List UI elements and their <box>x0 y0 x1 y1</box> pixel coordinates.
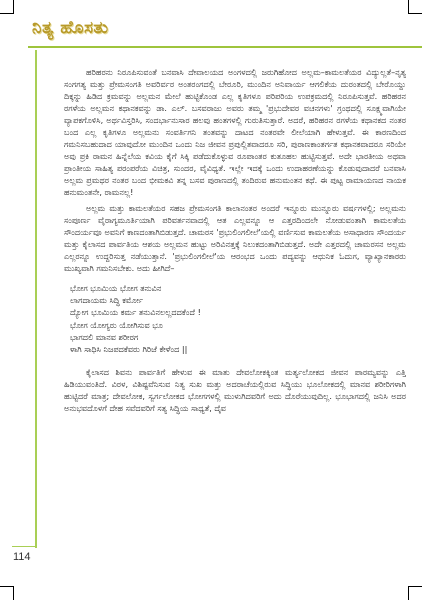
verse-line: ಳಾಗಿ ಸಾಧಿಸಿ ನಿಜಪದಕೆವರು ಗಿರಿಜೆ ಕೇಳೆಂದ || <box>70 344 188 355</box>
page-number: 114 <box>13 551 31 563</box>
page-number-rule <box>12 546 36 547</box>
verse-line: ಭೋಗ ಯೋಗ್ಯರು ಯೋಗಿಸುವ ಭೂ <box>70 319 163 330</box>
verse-line: ದ್ಯೋಗ ಭೂಮಿಯ ಕರ್ಮ ತನುವಿನಲಲ್ಲದದಕೆಂದೆ ! <box>70 307 201 318</box>
crop-mark <box>408 586 409 600</box>
crop-mark <box>408 586 422 587</box>
paragraph: ಅಲ್ಲಮ ಮತ್ತು ಕಾಮಲತೆಯರ ಸಹಜ ಪ್ರೇಮಸಂಗತಿ ಕಾಲಾನಂತರ ಅಂದರೆ ಇನ್ನೂರು ಮುನ್ನೂರು ವರ್ಷಗಳಲ್ಲಿ; ಅಲ್ಲಮನು ಸಂಪೂರ್ಣ ವೈರಾಗ್ಯಮೂರ್ತಿಯಾಗಿ ಪರಿವರ್ತನವಾದಲ್ಲಿ ಆತ ಎಲ್ಲವನ್ನೂ ಆ ಎತ್ತರದಿಂದಲೇ ನೋಡುವಂತಾಗಿ ಕಾಮಲತೆಯ ಸೌಂದರ್ಯವೂ ಅವನಿಗೆ ಕಾಣದಂತಾಗಿಬಿಡುತ್ತದೆ. ಚಾಮರಸ 'ಪ್ರಭುಲಿಂಗಲೀಲೆ'ಯಲ್ಲಿ ವರ್ಣಿಸುವ ಕಾಮಲತೆಯ ಅಸಾಧಾರಣ ಸೌಂದರ್ಯ ಮತ್ತು ಕೈಲಾಸದ ಪಾರ್ವತಿಯ ಆಶಯ ಅಲ್ಲಮನ ಹುಟ್ಟು ಅರಿವಿನತ್ತಕ್ಕೆ ನಿಲುಕದಂತಾಗಿಬಿಡುತ್ತದೆ. ಅದೇ ಎತ್ತರದಲ್ಲಿ ಚಾಮರಸನ ಅಲ್ಲಮ ಎಲ್ಲರನ್ನೂ ಉದ್ದರಿಸುತ್ತ ನಡೆಯುತ್ತಾನೆ. 'ಪ್ರಭುಲಿಂಗಲೀಲೆ'ಯ ಆರಂಭದ ಒಂದು ಪದ್ಯವನ್ನು ಆಧುನಿಕ ಓದುಗ, ವ್ಯಾಖ್ಯಾನಕಾರರು ಮುಖ್ಯವಾಗಿ ಗಮನಿಸಬೇಕು. ಅದು ಹೀಗಿದೆ– <box>64 202 406 273</box>
page-header <box>0 0 422 50</box>
verse-line: ಲಾಗದಾಯಮ ಸಿದ್ಧಿ ಕರ್ಮೋ <box>70 295 144 306</box>
running-title: ನಿತ್ಯ ಹೊಸತು <box>32 18 109 38</box>
paragraph: ಕೈಲಾಸದ ಶಿವನು ಪಾರ್ವತಿಗೆ ಹೇಳುವ ಈ ಮಾತು ದೇವಲೋಕಕ್ಕಿಂತ ಮರ್ತ್ಯಲೋಕದ ಜೀವನ ಪಾರಮ್ಯವನ್ನು ಎತ್ತಿ ಹಿಡಿಯುವಂತಿದೆ. ವಿರಳ, ವಿಶಿಷ್ಟವೆನಿಸುವ ನಿತ್ಯ ಸುಖ ಮತ್ತು ಅದರಾಚೆಯಲ್ಲಿರುವ ಸಿದ್ಧಿಯು ಭೂಲೋಕದಲ್ಲಿ ಮಾನವ ಶರೀರಿಗಳಾಗಿ ಹುಟ್ಟಿದರೆ ಮಾತ್ರ; ದೇವಲೋಕ, ಸ್ವರ್ಗಲೋಕದ ಭೋಗಗಳಲ್ಲಿ ಮುಳುಗಿದವರಿಗೆ ಅದು ದೊರೆಯುವುದಿಲ್ಲ. ಭೂಭಾಗದಲ್ಲಿ ಜನಿಸಿ ಅದರ ಅನುಭವದೊಳಗೆ ದೇಹ ಸವೆದವರಿಗೆ ಸತ್ಯ ಸಿದ್ಧಿಯ ಸಾಧ್ಯತೆ, ದೈವ <box>64 366 406 413</box>
verse-line: ಭೋಗ ಭೂಮಿಯ ಭೋಗ ತನುವಿನ <box>70 282 162 293</box>
verse-block <box>70 282 406 356</box>
body-text <box>64 66 406 586</box>
crop-mark <box>13 586 14 600</box>
paragraph: ಹರಿಹರನು ನಿರೂಪಿಸುವಂತೆ ಬನವಾಸಿ ದೇವಾಲಯದ ಅಂಗಳದಲ್ಲಿ ಜರುಗಿಹೋದ ಅಲ್ಲಮ–ಕಾಮಲತೆಯರ ವಿದ್ಯುಲ್ಲತೆ–ನೃತ್ಯ ಸಂಗಗತ್ಯ ಮತ್ತು ಪ್ರೇಮಸಂಗತಿ ಅವರಿರ್ವರ ಅಂತರಂಗದಲ್ಲಿ ಬೇರೂರಿ, ಮುಂದಿನ ಅನಿವಾರ್ಯ ಆಗಲಿಕೆಯ ದುರಂತದಲ್ಲಿ ಬೇರೊಯ್ದು ದಿಕ್ಕನ್ನು ಹಿಡಿದ ಕ್ರಮವನ್ನು ಅಲ್ಲಮನ ಮೇಲೆ ಹುಟ್ಟಿಕೊಂಡ ಎಲ್ಲ ಕೃತಿಗಳೂ ಪರಿಪರಿಯ ಉಪಕ್ರಮದಲ್ಲಿ ನಿರೂಪಿಸುತ್ತವೆ. ಹರಿಹರನ ರಗಳೆಯ ಅಲ್ಲಮನ ಕಥಾನಕವನ್ನು ಡಾ. ಎಲ್. ಬಸವರಾಜು ಅವರು ತಮ್ಮ 'ಪ್ರಭುದೇವರ ವಚನಗಳು' ಗ್ರಂಥದಲ್ಲಿ ಸೂಕ್ಷ್ಮವಾಗಿಯೇ ವ್ಯಾಪಕಗೊಳಿಸಿ, ಅರ್ಥವಿಸ್ತರಿಸಿ, ಸಂದರ್ಭಾನುಸಾರ ಹಲವು ಹಂತಗಳಲ್ಲಿ ಗುರುತಿಸುತ್ತಾರೆ. ಅದರೆ, ಹರಿಹರನ ರಗಳೆಯ ಕಥಾನಕದ ನಂತರ ಬಂದ ಎಲ್ಲ ಕೃತಿಗಳೂ ಅಲ್ಲಮನು ಸಂವರ್ತಿಗನಿ ತಂತವನ್ನು ದಾಟದ ನಂತರವೇ ಲೀಲೆಯಾಗಿ ಹೇಳುತ್ತವೆ. ಈ ಕಾರಣದಿಂದ ಗಮನಿಸಬಹುದಾದ ಯಾವುದೋ ಮುಂದಿನ ಒಂದು ನಿಜ ಜೀವನ ಪ್ರಪುಲ್ಲಿತವಾದರೂ ಸರಿ, ಪುರಾಣಕಾಂತರ್ಗತ ಕಥಾನಕವಾದರೂ ಸರಿಯೇ ಅವು ಪ್ರಕಿ ರಾಮನ ಹಿನ್ನೆಲೆಯ ಕವಿಯ ಕೈಗೆ ಸಿಕ್ಕಿ ಪಡೆದುಕೊಳ್ಳುವ ರೂಪಾಂತರ ಕುತೂಹಲ ಹುಟ್ಟಿಸುತ್ತವೆ. ಅದೇ ಭಾರತೀಯ ಅಥವಾ ಪ್ರಾಂತೀಯ ಸಾಹಿತ್ಯ ಪರಂಪರೆಯ ವಿಚಿತ್ರ, ಸುಂದರ, ವೈವಿಧ್ಯತೆ. ಇಲ್ಲೇ ಇದಕ್ಕೆ ಒಂದು ಉದಾಹರಣೆಯನ್ನು ಕೊಡುವುದಾದರೆ ಬನವಾಸಿ ಅಲ್ಲಮ ಪ್ರಮಥರ ನಂತರ ಬಂದ ಭೀಮಕವಿ ತನ್ನ ಬಸವ ಪುರಾಣದಲ್ಲಿ ತಂದಿರುವ ಹನುಮಂತನ ಕಥೆ. ಈ ಪುಟ್ಟ ರಾಮಾಯಣದ ನಾಯಕ ಹನುಮಂತನೇ, ರಾಮನಲ್ಲ! <box>64 67 406 198</box>
verse-line: ಭಾಗದಲಿ ಮಾನವ ಶರೀರಗ <box>70 331 139 342</box>
margin-rule <box>35 50 37 548</box>
crop-mark <box>0 586 14 587</box>
